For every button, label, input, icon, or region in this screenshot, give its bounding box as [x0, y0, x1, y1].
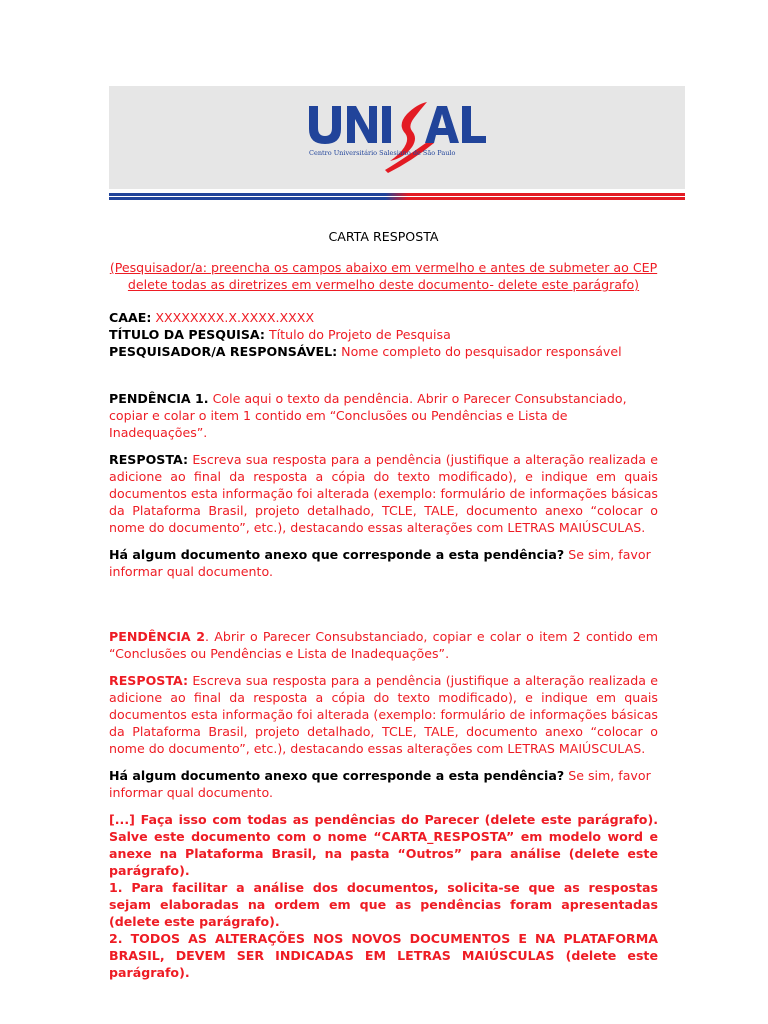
- header-stripe-top: [109, 193, 685, 196]
- resposta-1-text: Escreva sua resposta para a pendência (justifique a alteração realizada e adicione ao final da resposta a cópia do texto modificado), e indique em quais documentos esta informação foi alterada (exemplo: formulário de informações básicas da Plataforma Brasil, projeto detalhado, TCLE, TALE, documento anexo “colocar o nome do documento”, etc.), destacando essas alterações com LETRAS MAIÚSCULAS.: [109, 452, 658, 535]
- pendencia-2-text: . Abrir o Parecer Consubstanciado, copiar e colar o item 2 contido em “Conclusões ou Pendências e Lista de Inadequações”.: [109, 629, 658, 661]
- question-1-text: Se sim, favor informar qual documento.: [109, 547, 651, 579]
- document-body: [109, 228, 658, 981]
- resposta-2: [109, 672, 658, 757]
- final-instructions: [109, 811, 658, 981]
- final-instruction-1: [...] Faça isso com todas as pendências do Parecer (delete este parágrafo). Salve este documento com o nome “CARTA_RESPOSTA” em modelo word e anexe na Plataforma Brasil, na pasta “Outros” para análise (delete este parágrafo).: [109, 812, 658, 878]
- unisal-logo: [307, 100, 487, 182]
- question-2-label: Há algum documento anexo que corresponde a esta pendência?: [109, 768, 565, 783]
- question-1: [109, 546, 658, 580]
- header-banner: [109, 86, 685, 189]
- final-instruction-2: 1. Para facilitar a análise dos documentos, solicita-se que as respostas sejam elaboradas na ordem em que as pendências foram apresentadas (delete este parágrafo).: [109, 880, 658, 929]
- caae-value: XXXXXXXX.X.XXXX.XXXX: [155, 310, 315, 325]
- logo-subtitle: Centro Universitário Salesiano de São Paulo: [309, 149, 456, 157]
- resposta-2-text: Escreva sua resposta para a pendência (justifique a alteração realizada e adicione ao final da resposta a cópia do texto modificado), e indique em quais documentos esta informação foi alterada (exemplo: formulário de informações básicas da Plataforma Brasil, projeto detalhado, TCLE, TALE, documento anexo “colocar o nome do documento”, etc.), destacando essas alterações com LETRAS MAIÚSCULAS.: [109, 673, 658, 756]
- pendencia-1: [109, 390, 658, 441]
- document-title: CARTA RESPOSTA: [328, 229, 439, 244]
- resposta-2-label: RESPOSTA:: [109, 673, 189, 688]
- pesquisador-line: [109, 343, 658, 360]
- pendencia-2-label: PENDÊNCIA 2: [109, 629, 206, 644]
- pendencia-1-label: PENDÊNCIA 1.: [109, 391, 209, 406]
- intro-instruction: (Pesquisador/a: preencha os campos abaixo em vermelho e antes de submeter ao CEP delete todas as diretrizes em vermelho deste documento- delete este parágrafo): [109, 260, 658, 292]
- pendencia-1-text: Cole aqui o texto da pendência. Abrir o Parecer Consubstanciado, copiar e colar o item 1 contido em “Conclusões ou Pendências e Lista de Inadequações”.: [109, 391, 627, 440]
- header-stripe-bottom: [109, 197, 685, 200]
- final-instruction-3: 2. TODOS AS ALTERAÇÕES NOS NOVOS DOCUMENTOS E NA PLATAFORMA BRASIL, DEVEM SER INDICADAS EM LETRAS MAIÚSCULAS (delete este parágrafo).: [109, 931, 658, 980]
- pendencia-2: [109, 628, 658, 662]
- caae-line: [109, 309, 658, 326]
- resposta-1-label: RESPOSTA:: [109, 452, 189, 467]
- project-info: [109, 309, 658, 360]
- titulo-line: [109, 326, 658, 343]
- pesquisador-label: PESQUISADOR/A RESPONSÁVEL:: [109, 344, 338, 359]
- titulo-value: Título do Projeto de Pesquisa: [268, 327, 451, 342]
- pesquisador-value: Nome completo do pesquisador responsável: [341, 344, 622, 359]
- question-2-text: Se sim, favor informar qual documento.: [109, 768, 651, 800]
- question-2: [109, 767, 658, 801]
- caae-label: CAAE:: [109, 310, 152, 325]
- resposta-1: [109, 451, 658, 536]
- titulo-label: TÍTULO DA PESQUISA:: [109, 327, 265, 342]
- question-1-label: Há algum documento anexo que corresponde a esta pendência?: [109, 547, 565, 562]
